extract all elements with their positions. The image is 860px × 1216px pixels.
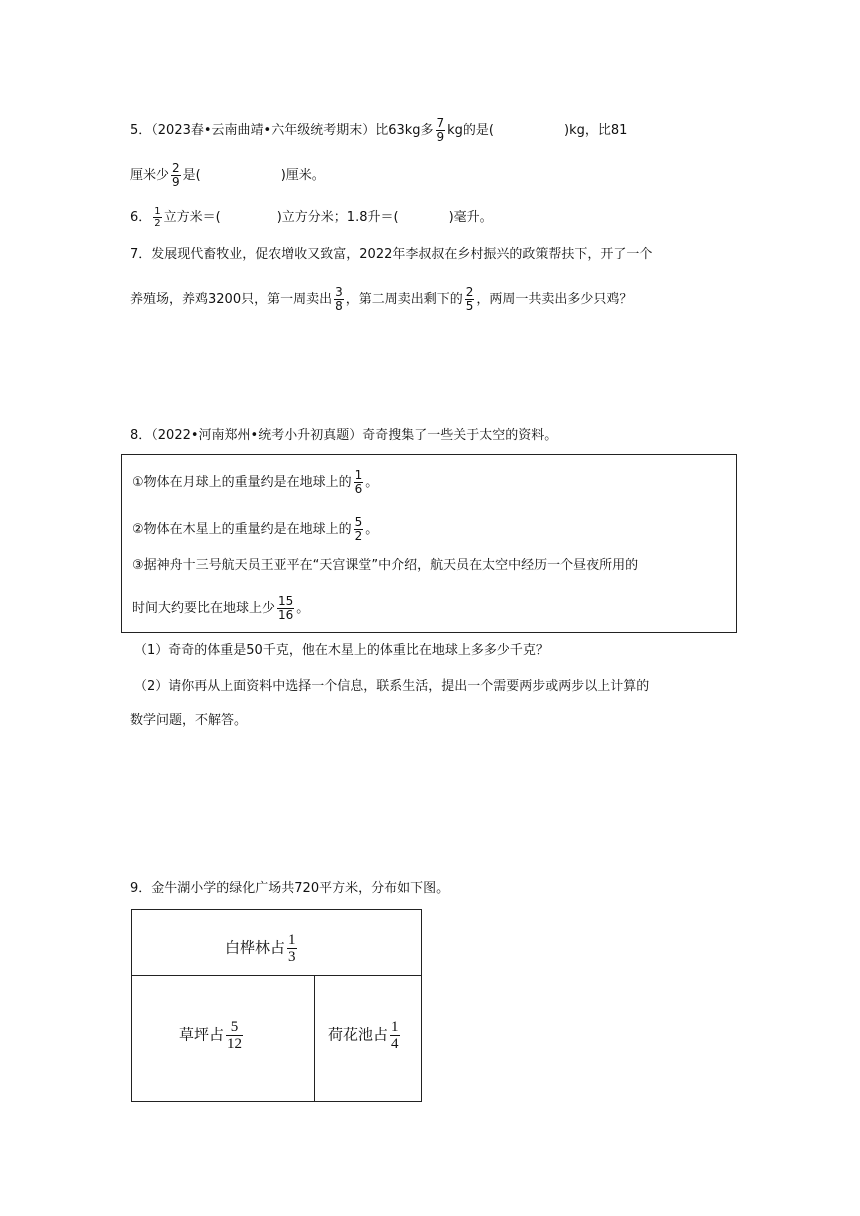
info-item-3-line-2: 时间大约要比在地球上少 $\frac{15}{16}$ 。 (132, 594, 310, 622)
question-8-sub-2-line-1: （2）请你再从上面资料中选择一个信息，联系生活，提出一个需要两步或两步以上计算的 (134, 679, 650, 694)
birch-forest-region (132, 910, 421, 976)
lawn-region (132, 976, 315, 1101)
lotus-pond-region (315, 976, 421, 1101)
question-7-line-1: 7．发展现代畜牧业，促农增收又致富，2022年李叔叔在乡村振兴的政策帮扶下，开了一个 (130, 247, 653, 262)
question-5-line-1: 5．（2023春•云南曲靖•六年级统考期末）比63kg多 $\frac{7}{9}$ kg的是( )kg，比81 (130, 116, 628, 144)
fraction-5-2: $\frac{5}{2}$ (354, 515, 363, 543)
lotus-pond-label: 荷花池占 $\frac{1}{4}$ (328, 1019, 399, 1052)
question-8-sub-1: （1）奇奇的体重是50千克，他在木星上的体重比在地球上多多少千克？ (134, 643, 549, 658)
fraction-1-3: $\frac{1}{3}$ (288, 932, 296, 965)
info-item-2: ②物体在木星上的重量约是在地球上的 $\frac{5}{2}$ 。 (132, 515, 379, 543)
fraction-2-5: $\frac{2}{5}$ (465, 285, 474, 313)
info-item-1: ①物体在月球上的重量约是在地球上的 $\frac{1}{6}$ 。 (132, 468, 379, 496)
q5-text: 5．（2023春•云南曲靖•六年级统考期末）比63kg多 (130, 123, 434, 138)
green-area-diagram (131, 909, 422, 1102)
info-item-3-line-1: ③据神舟十三号航天员王亚平在“天宫课堂”中介绍，航天员在太空中经历一个昼夜所用的 (132, 558, 639, 573)
fraction-5-12: $\frac{5}{12}$ (227, 1019, 243, 1052)
question-8-title: 8．（2022•河南郑州•统考小升初真题）奇奇搜集了一些关于太空的资料。 (130, 428, 558, 443)
fraction-7-9: $\frac{7}{9}$ (436, 116, 445, 144)
lawn-label: 草坪占 $\frac{5}{12}$ (179, 1019, 243, 1052)
fraction-2-9: $\frac{2}{9}$ (172, 161, 180, 189)
birch-forest-label: 白桦林占 $\frac{1}{3}$ (225, 932, 296, 965)
fraction-1-2: $\frac{1}{2}$ (154, 206, 161, 229)
space-info-box (121, 454, 737, 633)
question-7-line-2: 养殖场，养鸡3200只，第一周卖出 $\frac{3}{8}$ ，第二周卖出剩下的 $\frac{2}{5}$ ，两周一共卖出多少只鸡？ (130, 285, 633, 313)
question-6: 6． $\frac{1}{2}$ 立方米＝( )立方分米；1.8升＝( )毫升。 (130, 206, 493, 229)
question-9-title: 9．金牛湖小学的绿化广场共720平方米，分布如下图。 (130, 881, 450, 896)
question-8-sub-2-line-2: 数学问题，不解答。 (130, 713, 248, 728)
fraction-3-8: $\frac{3}{8}$ (335, 285, 343, 313)
fraction-15-16: $\frac{15}{16}$ (278, 594, 294, 622)
fraction-1-6: $\frac{1}{6}$ (354, 468, 363, 496)
question-5-line-2: 厘米少 $\frac{2}{9}$ 是( )厘米。 (130, 161, 325, 189)
fraction-1-4: $\frac{1}{4}$ (391, 1019, 399, 1052)
